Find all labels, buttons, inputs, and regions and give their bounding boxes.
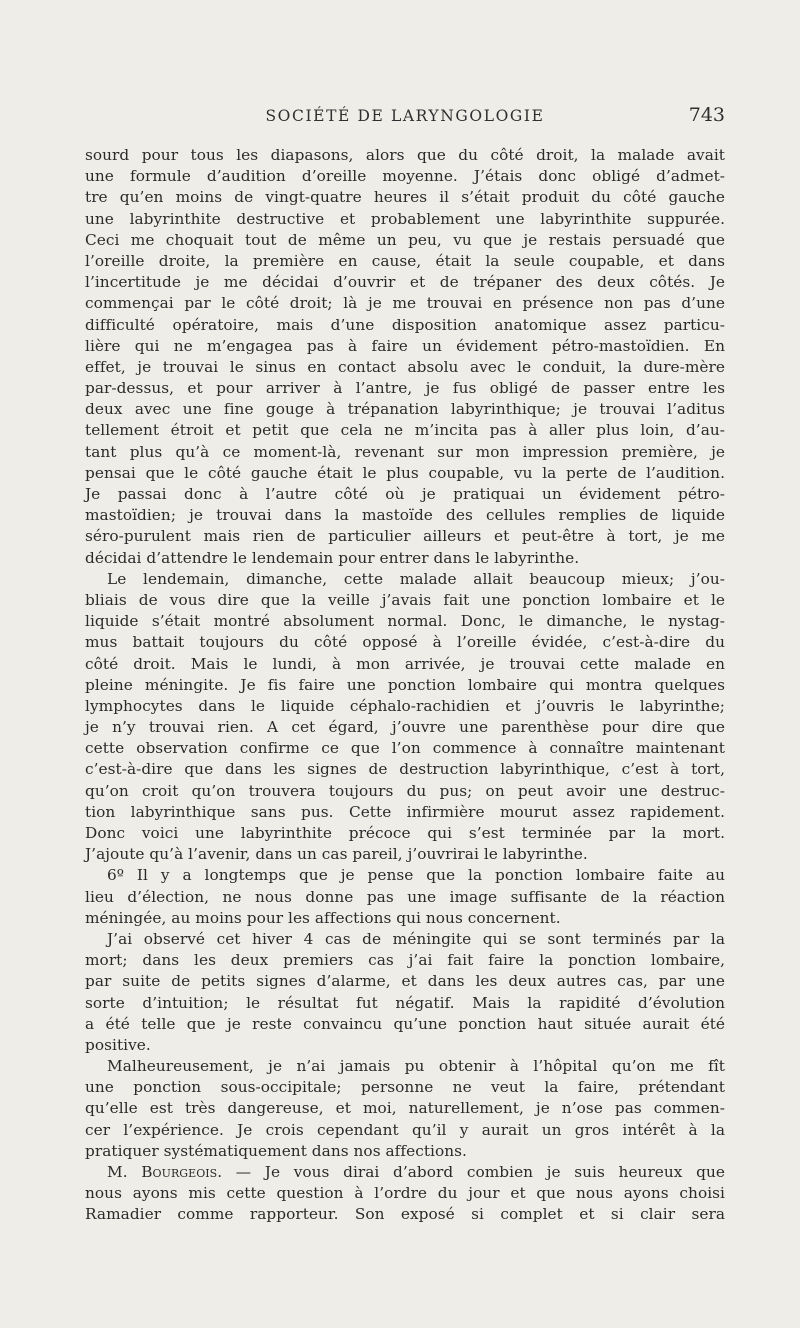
text-line: J’ajoute qu’à l’avenir, dans un cas pareil, j’ouvrirai le labyrinthe.	[85, 845, 588, 864]
text-line: l’oreille droite, la première en cause, était la seule coupable, et dans	[85, 251, 725, 270]
body-text	[85, 145, 725, 1226]
text-line: deux avec une fine gouge à trépanation labyrinthique; je trouvai l’aditus	[85, 400, 725, 419]
text-line: qu’on croit qu’on trouvera toujours du pus; on peut avoir une destruc-	[85, 781, 725, 800]
text-line: cette observation confirme ce que l’on commence à connaître maintenant	[85, 739, 725, 758]
text-line: une ponction sous-occipitale; personne ne veut la faire, prétendant	[85, 1078, 725, 1097]
text-line: cer l’expérience. Je crois cependant qu’il y aurait un gros intérêt à la	[85, 1120, 725, 1139]
text-line: tant plus qu’à ce moment-là, revenant sur mon impression première, je	[85, 442, 725, 461]
running-header	[85, 103, 725, 129]
text-line: sorte d’intuition; le résultat fut négatif. Mais la rapidité d’évolution	[85, 993, 725, 1012]
text-line: pensai que le côté gauche était le plus coupable, vu la perte de l’audition.	[85, 463, 725, 482]
text-line: Ceci me choquait tout de même un peu, vu que je restais persuadé que	[85, 230, 725, 249]
text-line: pratiquer systématiquement dans nos affections.	[85, 1141, 467, 1160]
text-line: a été telle que je reste convaincu qu’une ponction haut située aurait été	[85, 1014, 725, 1033]
text-line: je n’y trouvai rien. A cet égard, j’ouvre une parenthèse pour dire que	[85, 718, 725, 737]
text-line: par-dessus, et pour arriver à l’antre, je fus obligé de passer entre les	[85, 379, 725, 398]
text-line: tion labyrinthique sans pus. Cette infirmière mourut assez rapidement.	[85, 802, 725, 821]
text-line: Ramadier comme rapporteur. Son exposé si complet et si clair sera	[85, 1205, 725, 1224]
text-line: commençai par le côté droit; là je me trouvai en présence non pas d’une	[85, 294, 725, 313]
text-line: mastoïdien; je trouvai dans la mastoïde des cellules remplies de liquide	[85, 506, 725, 525]
text-line: c’est-à-dire que dans les signes de destruction labyrinthique, c’est à tort,	[85, 760, 725, 779]
text-line	[85, 1162, 725, 1183]
text-line: lieu d’élection, ne nous donne pas une image suffisante de la réaction	[85, 887, 725, 906]
text-line: méningée, au moins pour les affections qui nous concernent.	[85, 908, 561, 927]
text-line: une formule d’audition d’oreille moyenne. J’étais donc obligé d’admet-	[85, 167, 725, 186]
text-line: sourd pour tous les diapasons, alors que du côté droit, la malade avait	[85, 146, 725, 164]
running-title: SOCIÉTÉ DE LARYNGOLOGIE	[265, 107, 545, 125]
page-number: 743	[688, 104, 725, 126]
text-line: mort; dans les deux premiers cas j’ai fait faire la ponction lombaire,	[85, 951, 725, 970]
text-line: qu’elle est très dangereuse, et moi, naturellement, je n’ose pas commen-	[85, 1099, 725, 1118]
text-line: positive.	[85, 1035, 151, 1054]
text-line: pleine méningite. Je fis faire une ponction lombaire qui montra quelques	[85, 675, 725, 694]
text-line: séro-purulent mais rien de particulier ailleurs et peut-être à tort, je me	[85, 527, 725, 546]
speaker-name: M. Bourgeois.	[107, 1163, 223, 1181]
speaker-text: — Je vous dirai d’abord combien je suis heureux que	[235, 1163, 725, 1181]
text-line: liquide s’était montré absolument normal. Donc, le dimanche, le nystag-	[85, 612, 725, 631]
text-line: lière qui ne m’engagea pas à faire un évidement pétro-mastoïdien. En	[85, 336, 725, 355]
text-line: Donc voici une labyrinthite précoce qui s’est terminée par la mort.	[85, 824, 725, 842]
text-line: 6º Il y a longtemps que je pense que la ponction lombaire faite au	[107, 866, 725, 885]
text-line: lymphocytes dans le liquide céphalo-rachidien et j’ouvris le labyrinthe;	[85, 696, 725, 715]
text-line: Malheureusement, je n’ai jamais pu obtenir à l’hôpital qu’on me fît	[107, 1057, 725, 1076]
text-line: effet, je trouvai le sinus en contact absolu avec le conduit, la dure-mère	[85, 357, 725, 376]
text-line: par suite de petits signes d’alarme, et dans les deux autres cas, par une	[85, 972, 725, 991]
text-line: côté droit. Mais le lundi, à mon arrivée, je trouvai cette malade en	[85, 654, 725, 673]
text-line: Le lendemain, dimanche, cette malade allait beaucoup mieux; j’ou-	[107, 569, 725, 588]
text-line: tre qu’en moins de vingt-quatre heures il s’était produit du côté gauche	[85, 188, 725, 207]
text-line: décidai d’attendre le lendemain pour entrer dans le labyrinthe.	[85, 548, 580, 567]
text-line: mus battait toujours du côté opposé à l’oreille évidée, c’est-à-dire du	[85, 633, 725, 652]
text-line: Je passai donc à l’autre côté où je pratiquai un évidement pétro-	[85, 485, 725, 503]
text-line: J’ai observé cet hiver 4 cas de méningite qui se sont terminés par la	[107, 929, 725, 948]
text-line: nous ayons mis cette question à l’ordre du jour et que nous ayons choisi	[85, 1184, 725, 1203]
text-line: tellement étroit et petit que cela ne m’incita pas à aller plus loin, d’au-	[85, 421, 725, 440]
text-line: l’incertitude je me décidai d’ouvrir et de trépaner des deux côtés. Je	[85, 273, 725, 292]
text-line: bliais de vous dire que la veille j’avais fait une ponction lombaire et le	[85, 590, 725, 609]
text-line: une labyrinthite destructive et probablement une labyrinthite suppurée.	[85, 209, 725, 228]
text-line: difficulté opératoire, mais d’une disposition anatomique assez particu-	[85, 315, 725, 334]
